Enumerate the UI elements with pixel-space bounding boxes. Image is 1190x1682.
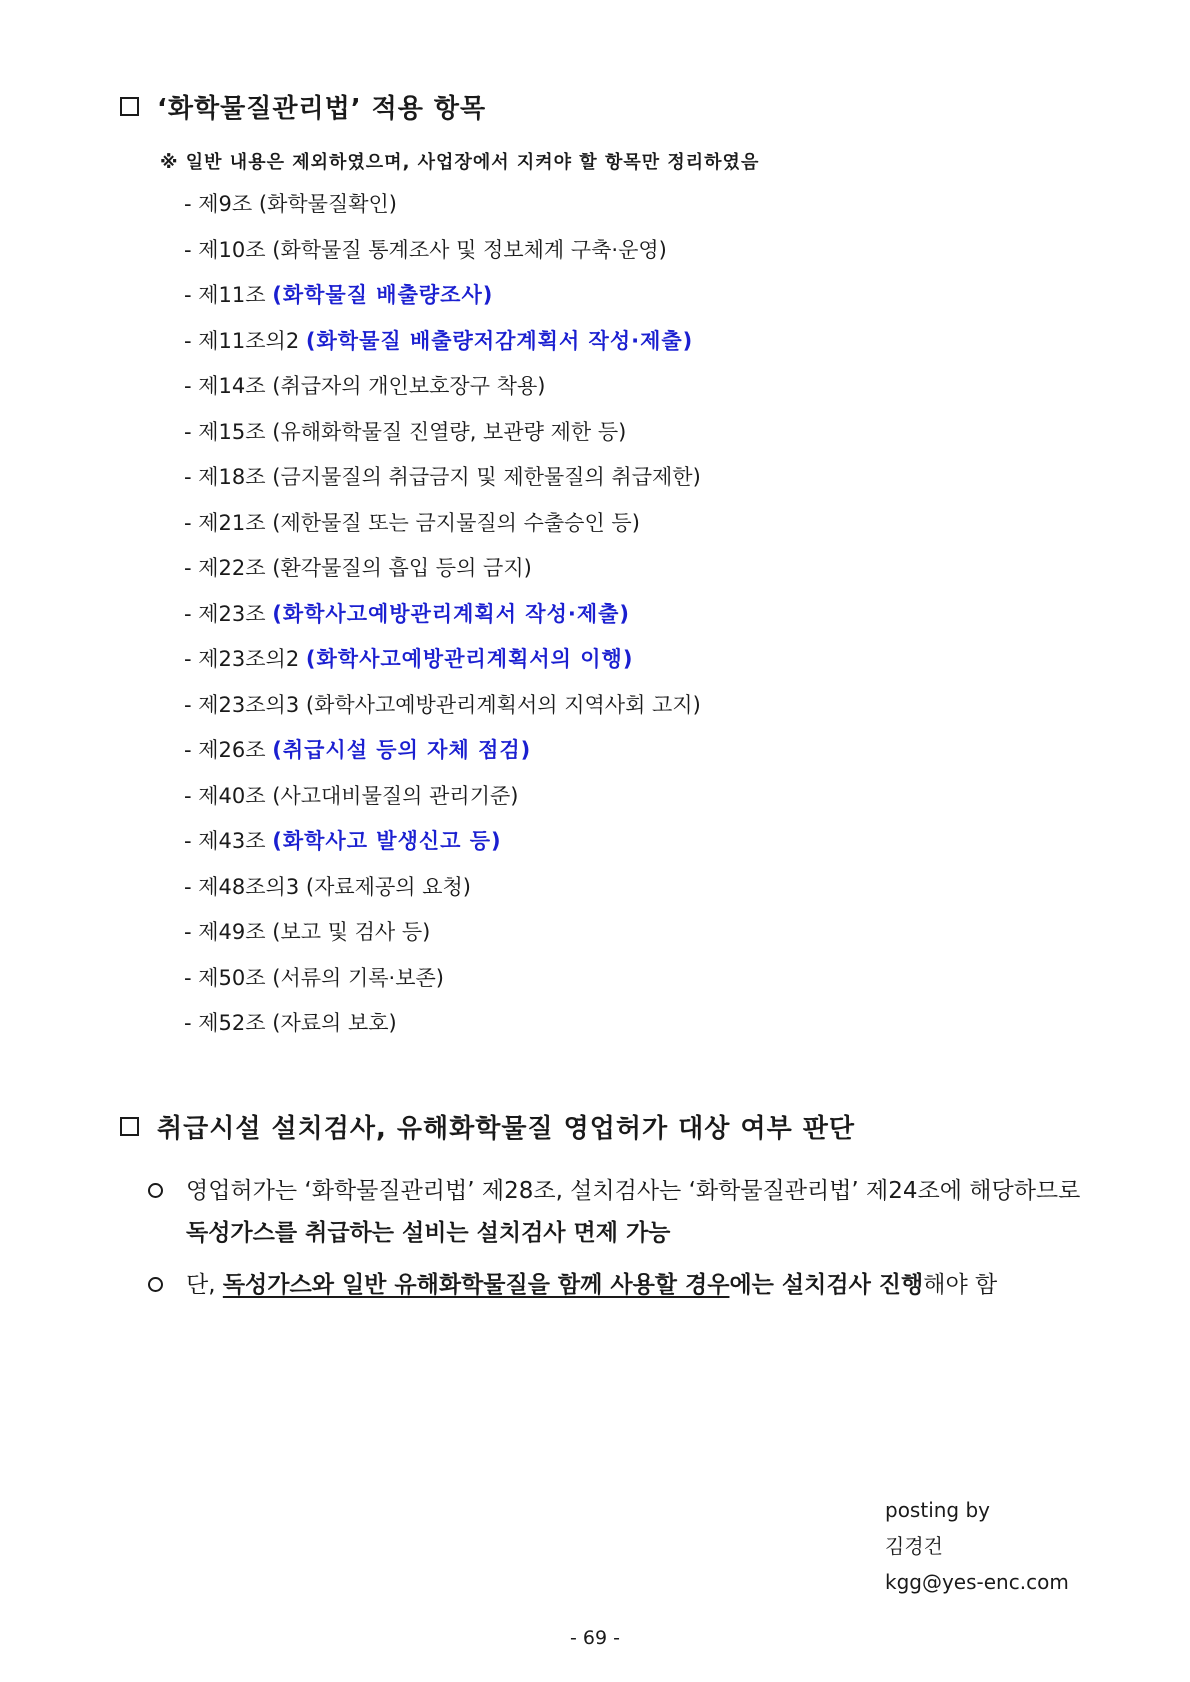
article-list	[184, 188, 701, 1053]
article-number: 제23조의2	[198, 647, 300, 671]
bullet-item	[146, 1264, 1086, 1306]
article-dash: -	[184, 829, 199, 853]
article-number: 제26조	[198, 738, 266, 762]
article-dash: -	[184, 419, 199, 444]
article-number: 제14조	[198, 374, 266, 398]
article-number: 제21조	[198, 510, 266, 535]
article-dash: -	[184, 465, 199, 489]
article-number: 제49조	[198, 920, 266, 944]
article-item	[184, 916, 701, 962]
article-number: 제10조	[198, 237, 266, 262]
article-dash: -	[184, 920, 199, 944]
article-number: 제40조	[198, 783, 266, 808]
article-item	[184, 643, 701, 689]
article-item	[184, 1007, 701, 1053]
article-description: (유해화학물질 진열량, 보관량 제한 등)	[272, 419, 627, 444]
article-dash: -	[184, 601, 199, 626]
article-number: 제15조	[198, 419, 266, 444]
article-description: (자료의 보호)	[272, 1011, 397, 1035]
judgement-bullets	[146, 1170, 1086, 1306]
article-number: 제9조	[198, 192, 253, 216]
article-description: (화학물질 배출량조사)	[272, 283, 494, 307]
article-item	[184, 279, 701, 325]
article-dash: -	[184, 556, 199, 580]
article-item	[184, 325, 701, 371]
article-number: 제52조	[198, 1011, 266, 1035]
article-number: 제11조의2	[198, 328, 300, 353]
article-item	[184, 461, 701, 507]
article-dash: -	[184, 647, 199, 671]
article-description: (화학사고예방관리계획서의 이행)	[305, 647, 634, 671]
article-item	[184, 416, 701, 462]
article-dash: -	[184, 1011, 199, 1035]
circle-bullet-icon	[148, 1183, 163, 1198]
posting-author: 김경건	[885, 1534, 943, 1558]
section-note: ※ 일반 내용은 제외하였으며, 사업장에서 지켜야 할 항목만 정리하였음	[160, 152, 760, 173]
article-description: (화학사고 발생신고 등)	[272, 829, 502, 853]
bullet-bold-text: 독성가스를 취급하는 설비는 설치검사 면제 가능	[186, 1220, 671, 1246]
article-dash: -	[184, 965, 199, 990]
checkbox-square-icon	[120, 1117, 139, 1136]
article-description: (서류의 기록·보존)	[272, 965, 444, 990]
bullet-underlined-text: 독성가스와 일반 유해화학물질을 함께 사용할 경우	[222, 1272, 730, 1298]
bullet-lead: 단,	[186, 1272, 223, 1298]
article-item	[184, 598, 701, 644]
article-number: 제23조	[198, 601, 266, 626]
article-description: (화학물질 배출량저감계획서 작성·제출)	[305, 328, 694, 353]
circle-bullet-icon	[148, 1277, 163, 1292]
bullet-tail: 해야 함	[923, 1272, 998, 1298]
article-dash: -	[184, 374, 199, 398]
article-item	[184, 188, 701, 234]
article-item	[184, 689, 701, 735]
article-item	[184, 825, 701, 871]
article-dash: -	[184, 192, 199, 216]
article-item	[184, 734, 701, 780]
article-description: (자료제공의 요청)	[305, 874, 471, 899]
article-item	[184, 234, 701, 280]
article-description: (보고 및 검사 등)	[272, 920, 431, 944]
article-dash: -	[184, 783, 199, 808]
posting-credit	[885, 1492, 1069, 1600]
article-number: 제50조	[198, 965, 266, 990]
posting-email: kgg@yes-enc.com	[885, 1570, 1069, 1594]
article-dash: -	[184, 237, 199, 262]
article-item	[184, 370, 701, 416]
article-number: 제23조의3	[198, 692, 300, 717]
article-number: 제43조	[198, 829, 266, 853]
article-description: (금지물질의 취급금지 및 제한물질의 취급제한)	[272, 465, 701, 489]
article-description: (화학사고예방관리계획서의 지역사회 고지)	[305, 692, 701, 717]
page-number: - 69 -	[570, 1627, 620, 1649]
article-number: 제11조	[198, 283, 266, 307]
article-item	[184, 871, 701, 917]
article-description: (제한물질 또는 금지물질의 수출승인 등)	[272, 510, 640, 535]
article-item	[184, 507, 701, 553]
article-description: (환각물질의 흡입 등의 금지)	[272, 556, 532, 580]
article-description: (사고대비물질의 관리기준)	[272, 783, 519, 808]
section-title: 취급시설 설치검사, 유해화학물질 영업허가 대상 여부 판단	[157, 1114, 855, 1144]
article-number: 제18조	[198, 465, 266, 489]
article-number: 제22조	[198, 556, 266, 580]
article-description: (화학물질 통계조사 및 정보체계 구축·운영)	[272, 237, 667, 262]
article-dash: -	[184, 692, 199, 717]
bullet-text: 영업허가는 ‘화학물질관리법’ 제28조, 설치검사는 ‘화학물질관리법’ 제24조에 해당하므로	[186, 1178, 1081, 1204]
checkbox-square-icon	[120, 97, 139, 116]
article-description: (화학물질확인)	[258, 192, 397, 216]
article-item	[184, 962, 701, 1008]
article-dash: -	[184, 874, 199, 899]
article-item	[184, 780, 701, 826]
article-description: (취급시설 등의 자체 점검)	[272, 738, 532, 762]
article-dash: -	[184, 510, 199, 535]
article-item	[184, 552, 701, 598]
section-heading-inspection	[120, 1108, 855, 1145]
article-description: (화학사고예방관리계획서 작성·제출)	[272, 601, 631, 626]
article-dash: -	[184, 738, 199, 762]
article-description: (취급자의 개인보호장구 착용)	[272, 374, 546, 398]
bullet-bold-text: 에는 설치검사 진행	[729, 1272, 924, 1298]
section-heading-chemical-act	[120, 88, 486, 125]
posting-label: posting by	[885, 1498, 991, 1522]
article-number: 제48조의3	[198, 874, 300, 899]
section-title: ‘화학물질관리법’ 적용 항목	[157, 94, 487, 124]
bullet-item	[146, 1170, 1086, 1254]
article-dash: -	[184, 283, 199, 307]
article-dash: -	[184, 328, 199, 353]
